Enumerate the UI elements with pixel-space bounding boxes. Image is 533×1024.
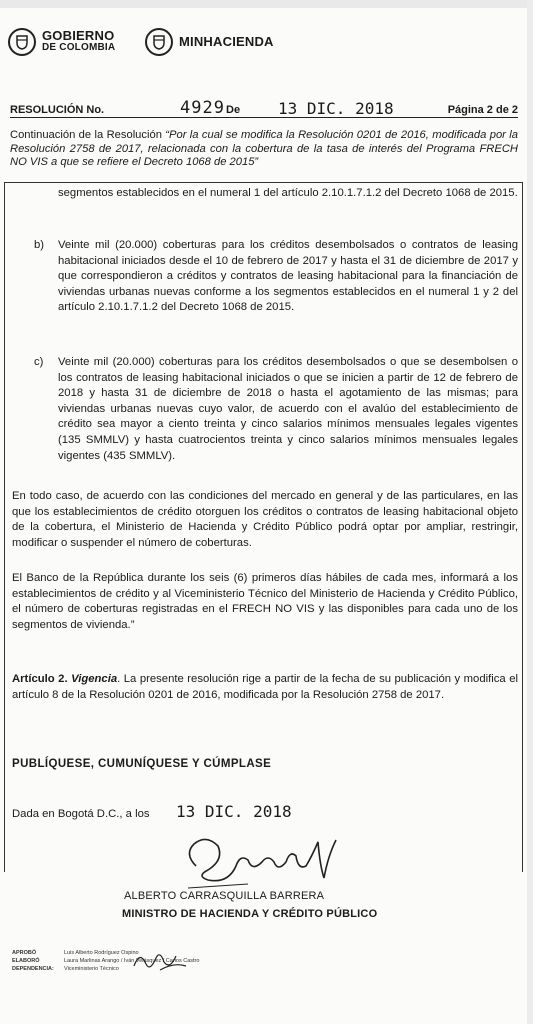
logo-gobierno-text xyxy=(42,30,115,54)
article-2 xyxy=(12,672,518,703)
logo-gobierno xyxy=(8,28,115,56)
item-c xyxy=(34,355,518,464)
heading-italic: “Por la cual se modifica la Resolución 0201 de 2016, modificada por la Resolución 2758 de 2017, relacionada con la cobertura de la tasa de interés del Programa FRECH NO VIS a que se refiere el Decreto 1068 de 2015” xyxy=(10,129,518,168)
article-2-title: Vigencia xyxy=(71,673,118,685)
item-b xyxy=(34,238,518,316)
coat-of-arms-icon xyxy=(8,28,36,56)
resolution-line xyxy=(10,98,518,118)
coat-of-arms-icon xyxy=(145,28,173,56)
footer-dependencia xyxy=(12,966,119,973)
paragraph-coverage: En todo caso, de acuerdo con las condiciones del mercado en general y de las particulares, en las que los establecimientos de crédito otorguen los créditos o contratos de leasing habitacional objeto de la cobertura, el Ministerio de Hacienda y Crédito Público podrá optar por ampliar, restringir, modificar o suspender el número de coberturas. xyxy=(12,490,518,549)
item-c-text: Veinte mil (20.000) coberturas para los créditos desembolsados o que se desembolsen o los contratos de leasing habitacional iniciados o que se inicien a partir de 12 de febrero de 2018 y hasta 31 de diciembre de 2018 o hasta el agotamiento de las mismas; para viviendas urbanas nuevas cuyo valor, de acuerdo con el avalúo del establecimiento de crédito sea mayor a ciento treinta y cinco salarios mínimos mensuales legales vigentes (135 SMMLV) y hasta cuatrocientos treinta y cinco salarios mínimos mensuales legales vigentes (435 SMMLV). xyxy=(58,356,518,462)
initials-icon xyxy=(130,944,190,974)
page-indicator: Página 2 de 2 xyxy=(447,104,518,116)
footer-aprobo xyxy=(12,950,139,957)
signature-icon xyxy=(178,826,348,896)
scroll-edge[interactable] xyxy=(527,0,533,1024)
signer-name: ALBERTO CARRASQUILLA BARRERA xyxy=(124,890,325,902)
item-b-text: Veinte mil (20.000) coberturas para los créditos desembolsados o contratos de leasing habitacional iniciados desde el 10 de febrero de 2017 y hasta el 31 de diciembre de 2017 y que correspondieron a créditos y contratos de leasing habitacional para la financiación de viviendas urbanas nuevas conforme a los segmentos establecidos en el numeral 1 y 2 del artículo 2.10.1.7.1.2 del Decreto 1068 de 2015. xyxy=(58,239,518,314)
footer-elaboro-label: ELABORÓ xyxy=(12,958,40,964)
resolution-de: De xyxy=(226,104,241,116)
logo-minhacienda xyxy=(145,28,274,56)
signer-title: MINISTRO DE HACIENDA Y CRÉDITO PÚBLICO xyxy=(122,908,378,920)
top-bar xyxy=(0,0,533,8)
paragraph-banco: El Banco de la República durante los seis (6) primeros días hábiles de cada mes, informará a los establecimientos de crédito y al Viceministerio Técnico del Ministerio de Hacienda y Crédito Público, el número de coberturas registradas en el FRECH NO VIS y las disponibles para cada uno de los segmentos de vivienda.” xyxy=(12,572,518,631)
logo-gobierno-line1: GOBIERNO xyxy=(42,28,115,43)
footer-dependencia-label: DEPENDENCIA: xyxy=(12,966,54,972)
article-2-label: Artículo 2. xyxy=(12,673,68,685)
dada-date-stamp: 13 DIC. 2018 xyxy=(176,802,292,821)
item-c-marker: c) xyxy=(34,356,44,368)
publiquese-heading: PUBLÍQUESE, CUMUNÍQUESE Y CÚMPLASE xyxy=(12,758,272,770)
item-a-continuation: segmentos establecidos en el numeral 1 del artículo 2.10.1.7.1.2 del Decreto 1068 de 2015. xyxy=(58,187,518,199)
continuation-heading xyxy=(10,129,518,170)
item-b-marker: b) xyxy=(34,239,45,251)
resolution-date: 13 DIC. 2018 xyxy=(278,99,394,118)
heading-plain: Continuación de la Resolución xyxy=(10,129,166,141)
resolution-label: RESOLUCIÓN No. xyxy=(10,104,105,116)
logo-gobierno-line2: DE COLOMBIA xyxy=(42,42,116,53)
article-2-text: . La presente resolución rige a partir de la fecha de su publicación y modifica el artículo 8 de la Resolución 0201 de 2016, modificada por la Resolución 2758 de 2017. xyxy=(12,673,518,701)
resolution-number: 4929 xyxy=(180,98,225,118)
footer-aprobo-value: Luis Alberto Rodríguez Ospino xyxy=(64,950,139,956)
footer-elaboro-value: Laura Marlinas Arango / Iván Velásquez / Carlos Castro xyxy=(64,958,200,964)
footer-dependencia-value: Viceministerio Técnico xyxy=(64,966,119,972)
logo-minhacienda-label: MINHACIENDA xyxy=(179,34,274,49)
dada-text: Dada en Bogotá D.C., a los xyxy=(12,808,150,820)
logo-minhacienda-text xyxy=(179,28,274,56)
footer-aprobo-label: APROBÓ xyxy=(12,950,37,956)
divider xyxy=(10,117,518,118)
